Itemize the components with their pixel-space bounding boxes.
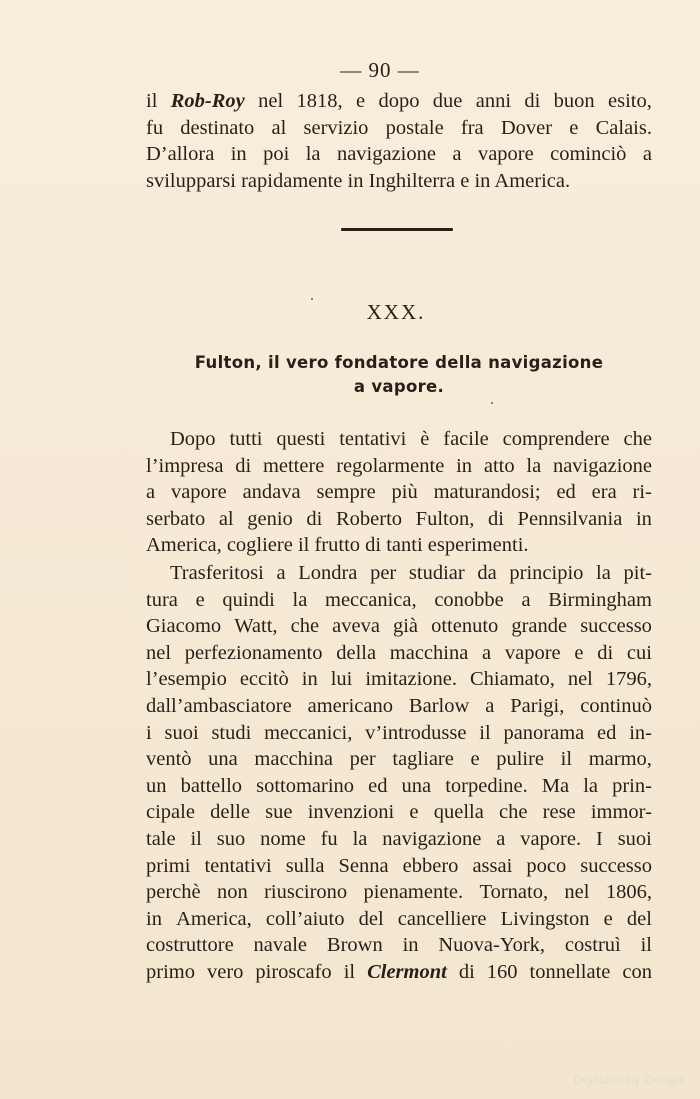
- word: ed: [597, 721, 617, 744]
- text-line: [146, 853, 652, 880]
- word: pienamente.: [363, 881, 464, 904]
- word: e: [195, 588, 205, 611]
- word: nel: [258, 90, 284, 112]
- word: fu: [146, 116, 164, 139]
- text-line: [146, 88, 652, 115]
- word: vapore: [504, 641, 561, 664]
- word: tentativi: [339, 428, 407, 450]
- word: cominciò: [550, 143, 627, 166]
- word: buon: [553, 90, 595, 112]
- word: tonnellate: [529, 960, 611, 983]
- word: genio: [247, 507, 293, 530]
- word: in: [635, 507, 652, 530]
- word: il: [190, 827, 202, 850]
- word: coll’aiuto: [265, 907, 345, 930]
- word: maturandosi;: [433, 481, 541, 504]
- word: fra: [460, 116, 484, 139]
- word: navigazione: [552, 454, 652, 477]
- word: in: [301, 668, 318, 691]
- word: e: [569, 116, 579, 139]
- word: Parigi,: [510, 694, 565, 717]
- word: di: [306, 507, 323, 530]
- word: in: [402, 934, 419, 957]
- word: più: [391, 481, 418, 504]
- word: riuscirono: [264, 881, 348, 904]
- text-line: [146, 906, 652, 933]
- word: Chiamato,: [469, 668, 555, 691]
- word: Barlow: [408, 694, 470, 717]
- chapter-title-line: Fulton, il vero fondatore della navigazione: [194, 353, 604, 372]
- word: del: [358, 907, 384, 930]
- word: un: [146, 774, 167, 797]
- word: Pennsilvania: [517, 507, 623, 530]
- word: serbato: [146, 507, 206, 530]
- paragraph-1: [146, 426, 652, 559]
- word: l’esempio: [146, 668, 227, 691]
- word: la: [305, 143, 321, 166]
- word: suo: [216, 827, 246, 850]
- word: D’allora: [146, 143, 215, 166]
- scan-watermark: Digitized by Google: [573, 1072, 686, 1087]
- word: il: [560, 748, 573, 771]
- word: navigazione: [382, 827, 482, 850]
- text-line: [146, 479, 652, 506]
- word: regolarmente: [336, 454, 445, 477]
- word: per: [349, 748, 376, 771]
- word: Nuova-York,: [438, 934, 546, 957]
- word: conobbe: [434, 588, 504, 611]
- word: 160: [486, 960, 518, 983]
- word: Senna: [338, 854, 389, 877]
- word: i: [146, 721, 152, 744]
- word: costruì: [564, 934, 621, 957]
- word: successo: [580, 854, 652, 877]
- text-line: [146, 773, 652, 800]
- word: perchè: [146, 881, 201, 904]
- text-line: [146, 932, 652, 959]
- word: suoi: [617, 827, 652, 850]
- word: e: [355, 90, 366, 112]
- word: America,: [176, 907, 252, 930]
- word: Birmingham: [548, 588, 652, 611]
- word: l’impresa: [146, 454, 224, 477]
- word: macchina: [254, 748, 333, 771]
- word: cui: [626, 641, 652, 664]
- word: tagliare: [392, 748, 454, 771]
- word: la: [526, 454, 542, 477]
- text-line: [146, 693, 652, 720]
- word: americano: [307, 694, 393, 717]
- word: pit-: [623, 562, 652, 584]
- word: atto: [483, 454, 515, 477]
- word: una: [401, 774, 432, 797]
- word: navale: [253, 934, 308, 957]
- word: rese: [542, 801, 576, 824]
- word: lui: [330, 668, 353, 691]
- word: successo: [580, 615, 652, 638]
- text-line: [146, 720, 652, 747]
- word: quella: [433, 801, 484, 824]
- word: Giacomo: [146, 615, 222, 638]
- word: dall’ambasciatore: [146, 694, 292, 717]
- text-line: [146, 640, 652, 667]
- word: Londra: [298, 562, 358, 584]
- word: Watt,: [234, 615, 278, 638]
- word: panorama: [503, 721, 585, 744]
- word: e: [574, 641, 584, 664]
- chapter-number: XXX.: [366, 300, 426, 324]
- word: a: [521, 588, 531, 611]
- text-line: [146, 826, 652, 853]
- word: navigazione: [336, 143, 436, 166]
- word: la: [352, 827, 368, 850]
- word: Roberto: [336, 507, 403, 530]
- word: in: [146, 907, 162, 930]
- word: che: [623, 428, 652, 450]
- word: sulla: [285, 854, 325, 877]
- word: mettere: [262, 454, 325, 477]
- word: 1796,: [605, 668, 652, 691]
- word: Brown: [326, 934, 383, 957]
- word: studiar: [408, 562, 465, 584]
- word: sottomarino: [256, 774, 355, 797]
- word: assai: [472, 854, 513, 877]
- word: di: [235, 454, 252, 477]
- word: con: [622, 960, 652, 983]
- word: nome: [260, 827, 306, 850]
- word: nel: [146, 641, 172, 664]
- word: non: [216, 881, 248, 904]
- word: che: [290, 615, 320, 638]
- text-line: America, cogliere il frutto di tanti esperimenti.: [146, 534, 529, 557]
- section-divider: [341, 228, 453, 231]
- text-line: [146, 560, 652, 587]
- word: a: [276, 562, 286, 584]
- word: il: [146, 90, 158, 112]
- word: a: [452, 143, 462, 166]
- word: Livingston: [500, 907, 590, 930]
- word: al: [271, 116, 287, 139]
- word: Clermont: [367, 960, 447, 983]
- word: poco: [526, 854, 567, 877]
- word: postale: [385, 116, 444, 139]
- word: è: [420, 428, 430, 450]
- word: per: [370, 562, 397, 584]
- word: al: [218, 507, 234, 530]
- word: già: [392, 615, 419, 638]
- word: esito,: [608, 90, 652, 112]
- word: grande: [511, 615, 568, 638]
- word: cipale: [146, 801, 195, 824]
- text-line: [146, 799, 652, 826]
- word: andava: [242, 481, 301, 504]
- word: nel: [564, 881, 590, 904]
- word: e: [470, 748, 480, 771]
- word: vapore: [170, 481, 227, 504]
- word: ventò: [146, 748, 192, 771]
- word: Dopo: [170, 428, 216, 450]
- word: la: [292, 588, 308, 611]
- word: destinato: [180, 116, 255, 139]
- word: in: [230, 143, 247, 166]
- word: delle: [210, 801, 250, 824]
- text-line: [146, 746, 652, 773]
- word: quindi: [222, 588, 275, 611]
- word: principio: [509, 562, 584, 584]
- word: ed: [368, 774, 388, 797]
- word: vapore.: [520, 827, 582, 850]
- word: di: [524, 90, 541, 112]
- word: Ma: [541, 774, 570, 797]
- word: la: [596, 562, 611, 584]
- text-line: [146, 879, 652, 906]
- word: a: [496, 827, 506, 850]
- text-line: [146, 587, 652, 614]
- word: 1818,: [296, 90, 343, 112]
- text-line: [146, 506, 652, 533]
- word: e: [603, 907, 613, 930]
- word: servizio: [303, 116, 369, 139]
- word: Trasferitosi: [170, 562, 264, 584]
- text-line: svilupparsi rapidamente in Inghilterra e in America.: [146, 169, 571, 192]
- text-line: [146, 453, 652, 480]
- word: nel: [567, 668, 593, 691]
- paragraph-continuation: [146, 88, 652, 194]
- word: sempre: [316, 481, 376, 504]
- word: anni: [475, 90, 512, 112]
- word: in: [456, 454, 473, 477]
- word: di: [597, 641, 614, 664]
- word: I: [595, 827, 603, 850]
- word: marmo,: [588, 748, 652, 771]
- word: questi: [276, 428, 326, 450]
- text-line: [146, 613, 652, 640]
- word: tutti: [229, 428, 263, 450]
- word: meccanici,: [264, 721, 353, 744]
- word: meccanica,: [325, 588, 417, 611]
- text-line: [146, 115, 652, 142]
- text-line: [146, 666, 652, 693]
- word: battello: [180, 774, 243, 797]
- word: invenzioni: [307, 801, 395, 824]
- chapter-title: [146, 351, 652, 399]
- word: primi: [146, 854, 191, 877]
- word: torpedine.: [445, 774, 528, 797]
- text-line: [146, 141, 652, 168]
- word: da: [477, 562, 497, 584]
- word: ottenuto: [431, 615, 499, 638]
- word: primo: [146, 960, 195, 983]
- word: piroscafo: [255, 960, 332, 983]
- word: cancelliere: [397, 907, 487, 930]
- word: ed: [556, 481, 576, 504]
- word: di: [458, 960, 475, 983]
- word: a: [485, 694, 495, 717]
- word: e: [409, 801, 419, 824]
- word: a: [146, 481, 156, 504]
- word: Rob-Roy: [170, 90, 245, 112]
- word: eccitò: [239, 668, 289, 691]
- word: dopo: [378, 90, 420, 112]
- word: che: [499, 801, 528, 824]
- word: prin-: [612, 774, 652, 797]
- word: fu: [320, 827, 338, 850]
- word: due: [432, 90, 463, 112]
- word: vapore: [477, 143, 534, 166]
- word: del: [626, 907, 652, 930]
- print-speck: [491, 402, 493, 404]
- word: la: [583, 774, 598, 797]
- word: continuò: [580, 694, 652, 717]
- word: comprendere: [502, 428, 610, 450]
- word: il: [640, 934, 652, 957]
- word: perfezionamento: [184, 641, 323, 664]
- word: a: [642, 143, 652, 166]
- word: vero: [206, 960, 244, 983]
- word: tura: [146, 588, 178, 611]
- chapter-title-line: a vapore.: [353, 377, 445, 396]
- word: una: [208, 748, 238, 771]
- word: aveva: [332, 615, 380, 638]
- text-line: [146, 959, 652, 986]
- word: era: [591, 481, 617, 504]
- word: studi: [211, 721, 252, 744]
- word: macchina: [389, 641, 469, 664]
- word: della: [336, 641, 377, 664]
- word: ri-: [632, 481, 652, 504]
- word: facile: [443, 428, 489, 450]
- word: immor-: [590, 801, 652, 824]
- word: suoi: [164, 721, 199, 744]
- word: il: [479, 721, 491, 744]
- word: di: [487, 507, 504, 530]
- word: costruttore: [146, 934, 234, 957]
- paragraph-2: [146, 560, 652, 986]
- page-number: — 90 —: [340, 58, 420, 82]
- word: Dover: [500, 116, 553, 139]
- word: imitazione.: [365, 668, 457, 691]
- word: tale: [146, 827, 176, 850]
- word: a: [482, 641, 492, 664]
- word: sue: [265, 801, 293, 824]
- text-line: [146, 426, 652, 453]
- word: il: [343, 960, 356, 983]
- word: poi: [263, 143, 290, 166]
- word: 1806,: [605, 881, 652, 904]
- word: v’introdusse: [365, 721, 467, 744]
- word: tentativi: [204, 854, 272, 877]
- word: ebbero: [402, 854, 459, 877]
- word: pulire: [496, 748, 545, 771]
- word: Calais.: [595, 116, 652, 139]
- word: Tornato,: [479, 881, 549, 904]
- word: in-: [629, 721, 652, 744]
- word: Fulton,: [415, 507, 475, 530]
